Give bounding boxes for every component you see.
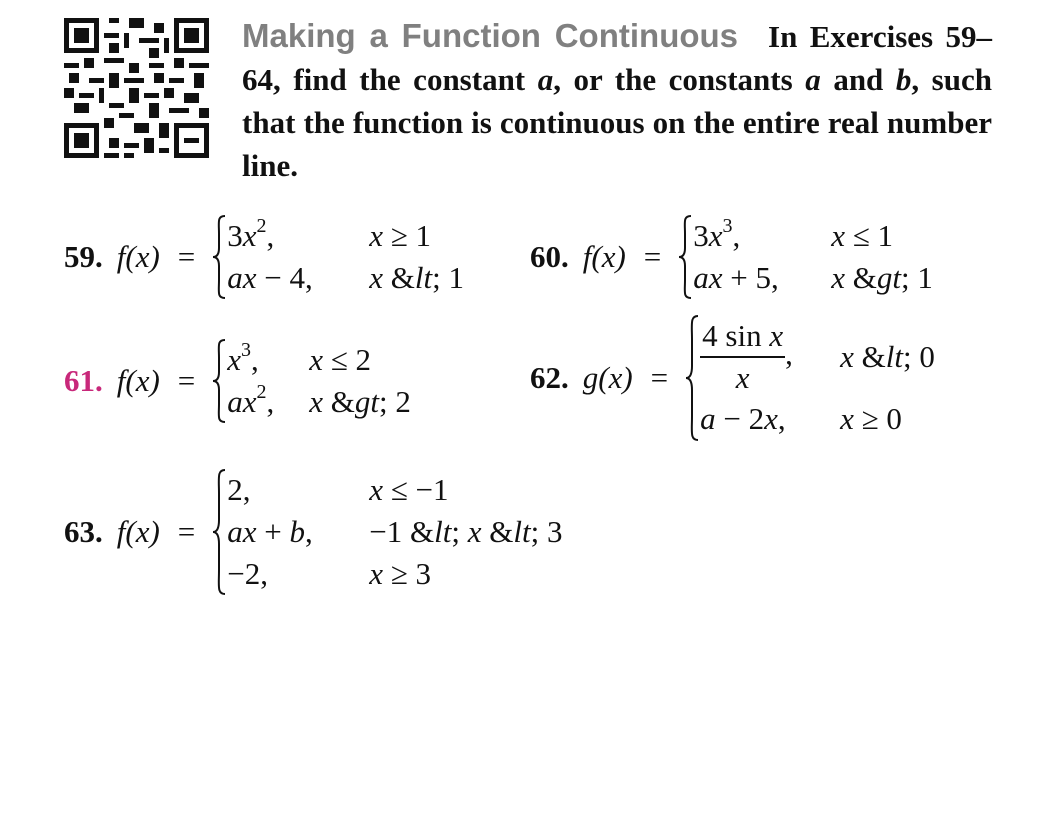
case-condition: x ≥ 3 <box>369 556 432 591</box>
brace-icon <box>211 468 227 596</box>
function-name: f(x) <box>116 239 160 274</box>
brace-icon <box>211 214 227 300</box>
equals-sign: = <box>177 239 196 274</box>
case-condition: −1 &lt; x &lt; 3 <box>369 514 563 549</box>
case-expr: ax <box>227 384 257 419</box>
function-name: g(x) <box>582 360 633 395</box>
brace-icon <box>677 214 693 300</box>
case-condition: x ≥ 0 <box>840 401 902 436</box>
fraction-numerator: 4 sin x <box>700 316 785 358</box>
case-condition: x &lt; 0 <box>840 339 935 374</box>
case-condition: x &lt; 1 <box>369 260 465 295</box>
equals-sign: = <box>650 360 669 395</box>
fraction-denominator: x <box>735 360 750 395</box>
case-condition: x ≤ −1 <box>369 472 449 507</box>
intro-text-3: and <box>820 62 896 97</box>
exercise-number: 59. <box>64 239 103 274</box>
piecewise-cases <box>227 215 464 299</box>
function-name: f(x) <box>116 363 160 398</box>
case-expr: ax − 4, <box>227 260 313 295</box>
case-expr: −2, <box>227 556 269 591</box>
var-b: b <box>895 62 912 97</box>
case-expr: a − 2x, <box>700 401 786 436</box>
exercise-62 <box>530 314 935 442</box>
exercise-number: 60. <box>530 239 569 274</box>
case-comma: , <box>785 336 793 372</box>
exercise-instructions <box>242 14 992 187</box>
case-comma: , <box>732 218 741 253</box>
case-comma: , <box>251 342 259 377</box>
equals-sign: = <box>643 239 662 274</box>
qr-code-icon <box>64 18 209 158</box>
case-condition: x &gt; 1 <box>831 260 933 295</box>
brace-icon <box>684 314 700 442</box>
case-expr: 2, <box>227 472 251 507</box>
intro-text-2: , or the constants <box>553 62 806 97</box>
brace-icon <box>211 338 227 424</box>
case-condition: x &gt; 2 <box>309 384 411 419</box>
case-condition: x ≥ 1 <box>369 218 432 253</box>
piecewise-cases <box>227 339 411 423</box>
piecewise-cases <box>693 215 933 299</box>
equals-sign: = <box>177 514 196 549</box>
case-comma: , <box>266 218 275 253</box>
piecewise-cases <box>700 316 935 440</box>
intro-text-1: In Exercises 59–64, find the constant <box>242 19 992 97</box>
case-expr: 3x <box>227 218 257 253</box>
case-comma: , <box>266 384 275 419</box>
case-exponent: 3 <box>241 339 252 361</box>
case-expr: 3x <box>693 218 723 253</box>
function-name: f(x) <box>582 239 626 274</box>
fraction <box>700 316 785 398</box>
case-exponent: 2 <box>256 215 267 237</box>
exercise-number: 63. <box>64 514 103 549</box>
intro-text-4: , such that the function is continuous on the entire real number line. <box>242 62 992 183</box>
var-a-2: a <box>805 62 821 97</box>
piecewise-cases <box>227 469 562 595</box>
exercise-number: 62. <box>530 360 569 395</box>
exercise-59 <box>64 214 464 300</box>
function-name: f(x) <box>116 514 160 549</box>
case-exponent: 2 <box>256 381 267 403</box>
case-condition: x ≤ 1 <box>831 218 894 253</box>
exercise-63 <box>64 468 563 596</box>
section-heading: Making a Function Continuous <box>242 17 739 54</box>
case-expr: ax + 5, <box>693 260 779 295</box>
var-a: a <box>537 62 554 97</box>
case-condition: x ≤ 2 <box>309 342 372 377</box>
exercise-61 <box>64 338 411 424</box>
case-expr: x <box>227 342 242 377</box>
equals-sign: = <box>177 363 196 398</box>
case-expr: ax + b, <box>227 514 313 549</box>
exercise-60 <box>530 214 933 300</box>
case-exponent: 3 <box>722 215 733 237</box>
exercise-number: 61. <box>64 363 103 398</box>
